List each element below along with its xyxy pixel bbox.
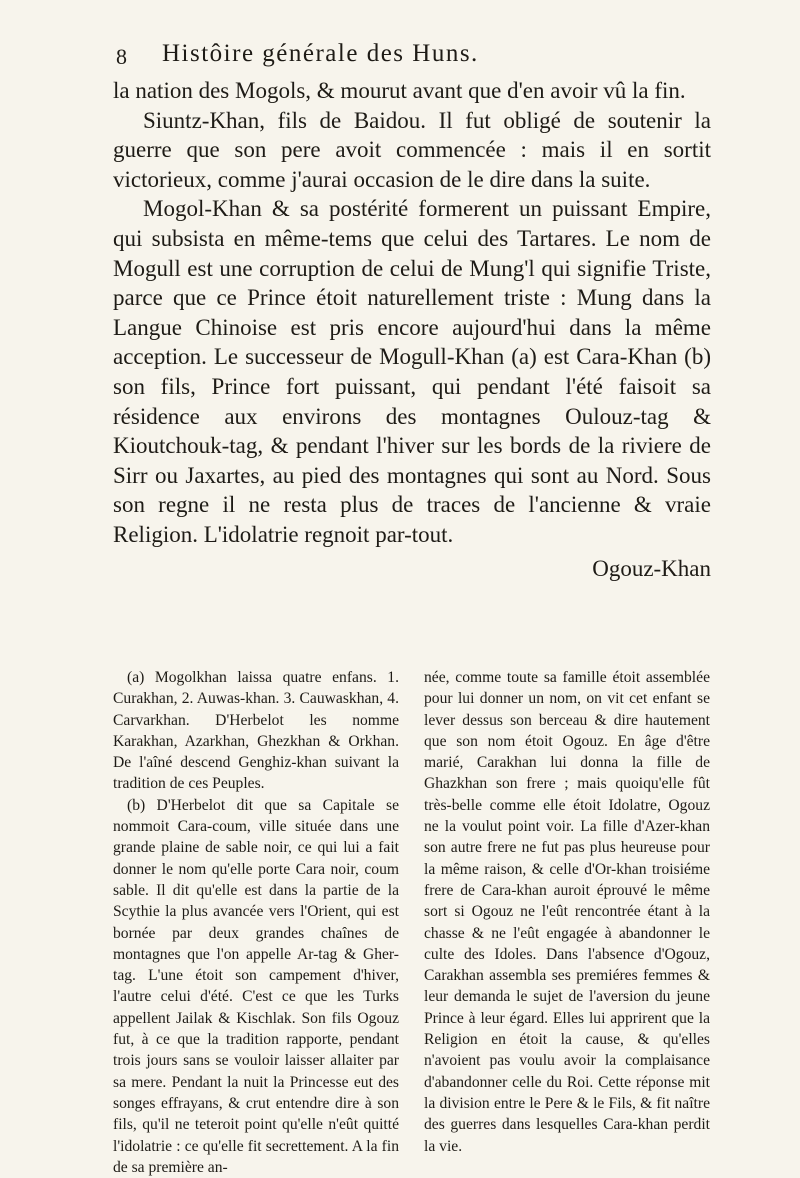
running-title: Histôire générale des Huns. <box>162 40 479 67</box>
footnotes <box>113 667 711 1176</box>
main-text <box>113 76 711 583</box>
paragraph-2: Siuntz-Khan, fils de Baidou. Il fut obligé de soutenir la guerre que son pere avoit commencée : mais il en sortit victorieux, comme j'aurai occasion de le dire dans la suite. <box>113 107 711 192</box>
footnote-column-right <box>424 667 710 1157</box>
catchword: Ogouz-Khan <box>592 555 711 581</box>
paragraph-3: Mogol-Khan & sa postérité formerent un puissant Empire, qui subsista en même-tems que celui des Tartares. Le nom de Mogull est une corruption de celui de Mung'l qui signifie Triste, parce que ce Prince étoit naturellement triste : Mung dans la Langue Chinoise est pris encore aujourd'hui dans la même acception. Le successeur de Mogull-Khan (a) est Cara-Khan (b) son fils, Prince fort puissant, qui pendant l'été faisoit sa résidence aux environs des montagnes Oulouz-tag & Kioutchouk-tag, & pendant l'hiver sur les bords de la riviere de Sirr ou Jaxartes, au pied des montagnes qui sont au Nord. Sous son regne il ne resta plus de traces de l'ancienne & vraie Religion. L'idolatrie regnoit par-tout. <box>113 196 711 547</box>
footnote-b-continued: née, comme toute sa famille étoit assemblée pour lui donner un nom, on vit cet enfant se lever dessus son berceau & dire hautement que son nom étoit Ogouz. En âge d'être marié, Carakhan lui donna la fille de Ghazkhan son frere ; mais quoiqu'elle fût très-belle comme elle étoit Idolatre, Ogouz ne la voulut point voir. La fille d'Azer-khan son autre frere ne fut pas plus heureuse pour la même raison, & celle d'Or-khan troisiéme frere de Cara-khan auroit éprouvé le même sort si Ogouz ne l'eût rencontrée étant à la chasse & ne l'eût engagée à abandonner le culte des Idoles. Dans l'absence d'Ogouz, Carakhan assembla ses premiéres femmes & leur demanda le sujet de l'aversion du jeune Prince à leur égard. Elles lui apprirent que la Religion en étoit la cause, & qu'elles n'avoient pas voulu avoir la complaisance d'abandonner celle du Roi. Cette réponse mit la division entre le Pere & le Fils, & fit naître des guerres dans lesquelles Cara-khan perdit la vie. <box>424 669 710 1155</box>
footnote-b: (b) D'Herbelot dit que sa Capitale se nommoit Cara-coum, ville située dans une grande plaine de sable noir, ce qui lui a fait donner le nom qu'elle porte Cara noir, coum sable. Il dit qu'elle est dans la partie de la Scythie la plus avancée vers l'Orient, qui est bornée par deux grandes chaînes de montagnes que l'on appelle Ar-tag & Gher-tag. L'une étoit son campement d'hiver, l'autre celui d'été. C'est ce que les Turks appellent Jailak & Kischlak. Son fils Ogouz fut, à ce que la tradition rapporte, pendant trois jours sans se vouloir laisser allaiter par sa mere. Pendant la nuit la Princesse eut des songes effrayans, & crut entendre dire à son fils, qu'il ne teteroit point qu'elle n'eût quitté l'idolatrie : ce qu'elle fit secrettement. A la fin de sa première an- <box>113 796 399 1176</box>
footnote-column-left <box>113 667 399 1178</box>
paragraph-1: la nation des Mogols, & mourut avant que d'en avoir vû la fin. <box>113 78 686 103</box>
page-number: 8 <box>116 44 127 69</box>
running-head <box>116 40 706 70</box>
footnote-a: (a) Mogolkhan laissa quatre enfans. 1. Curakhan, 2. Auwas-khan. 3. Cauwaskhan, 4. Carvarkhan. D'Herbelot les nomme Karakhan, Azarkhan, Ghezkhan & Orkhan. De l'aîné descend Genghiz-khan suivant la tradition de ces Peuples. <box>113 669 399 793</box>
